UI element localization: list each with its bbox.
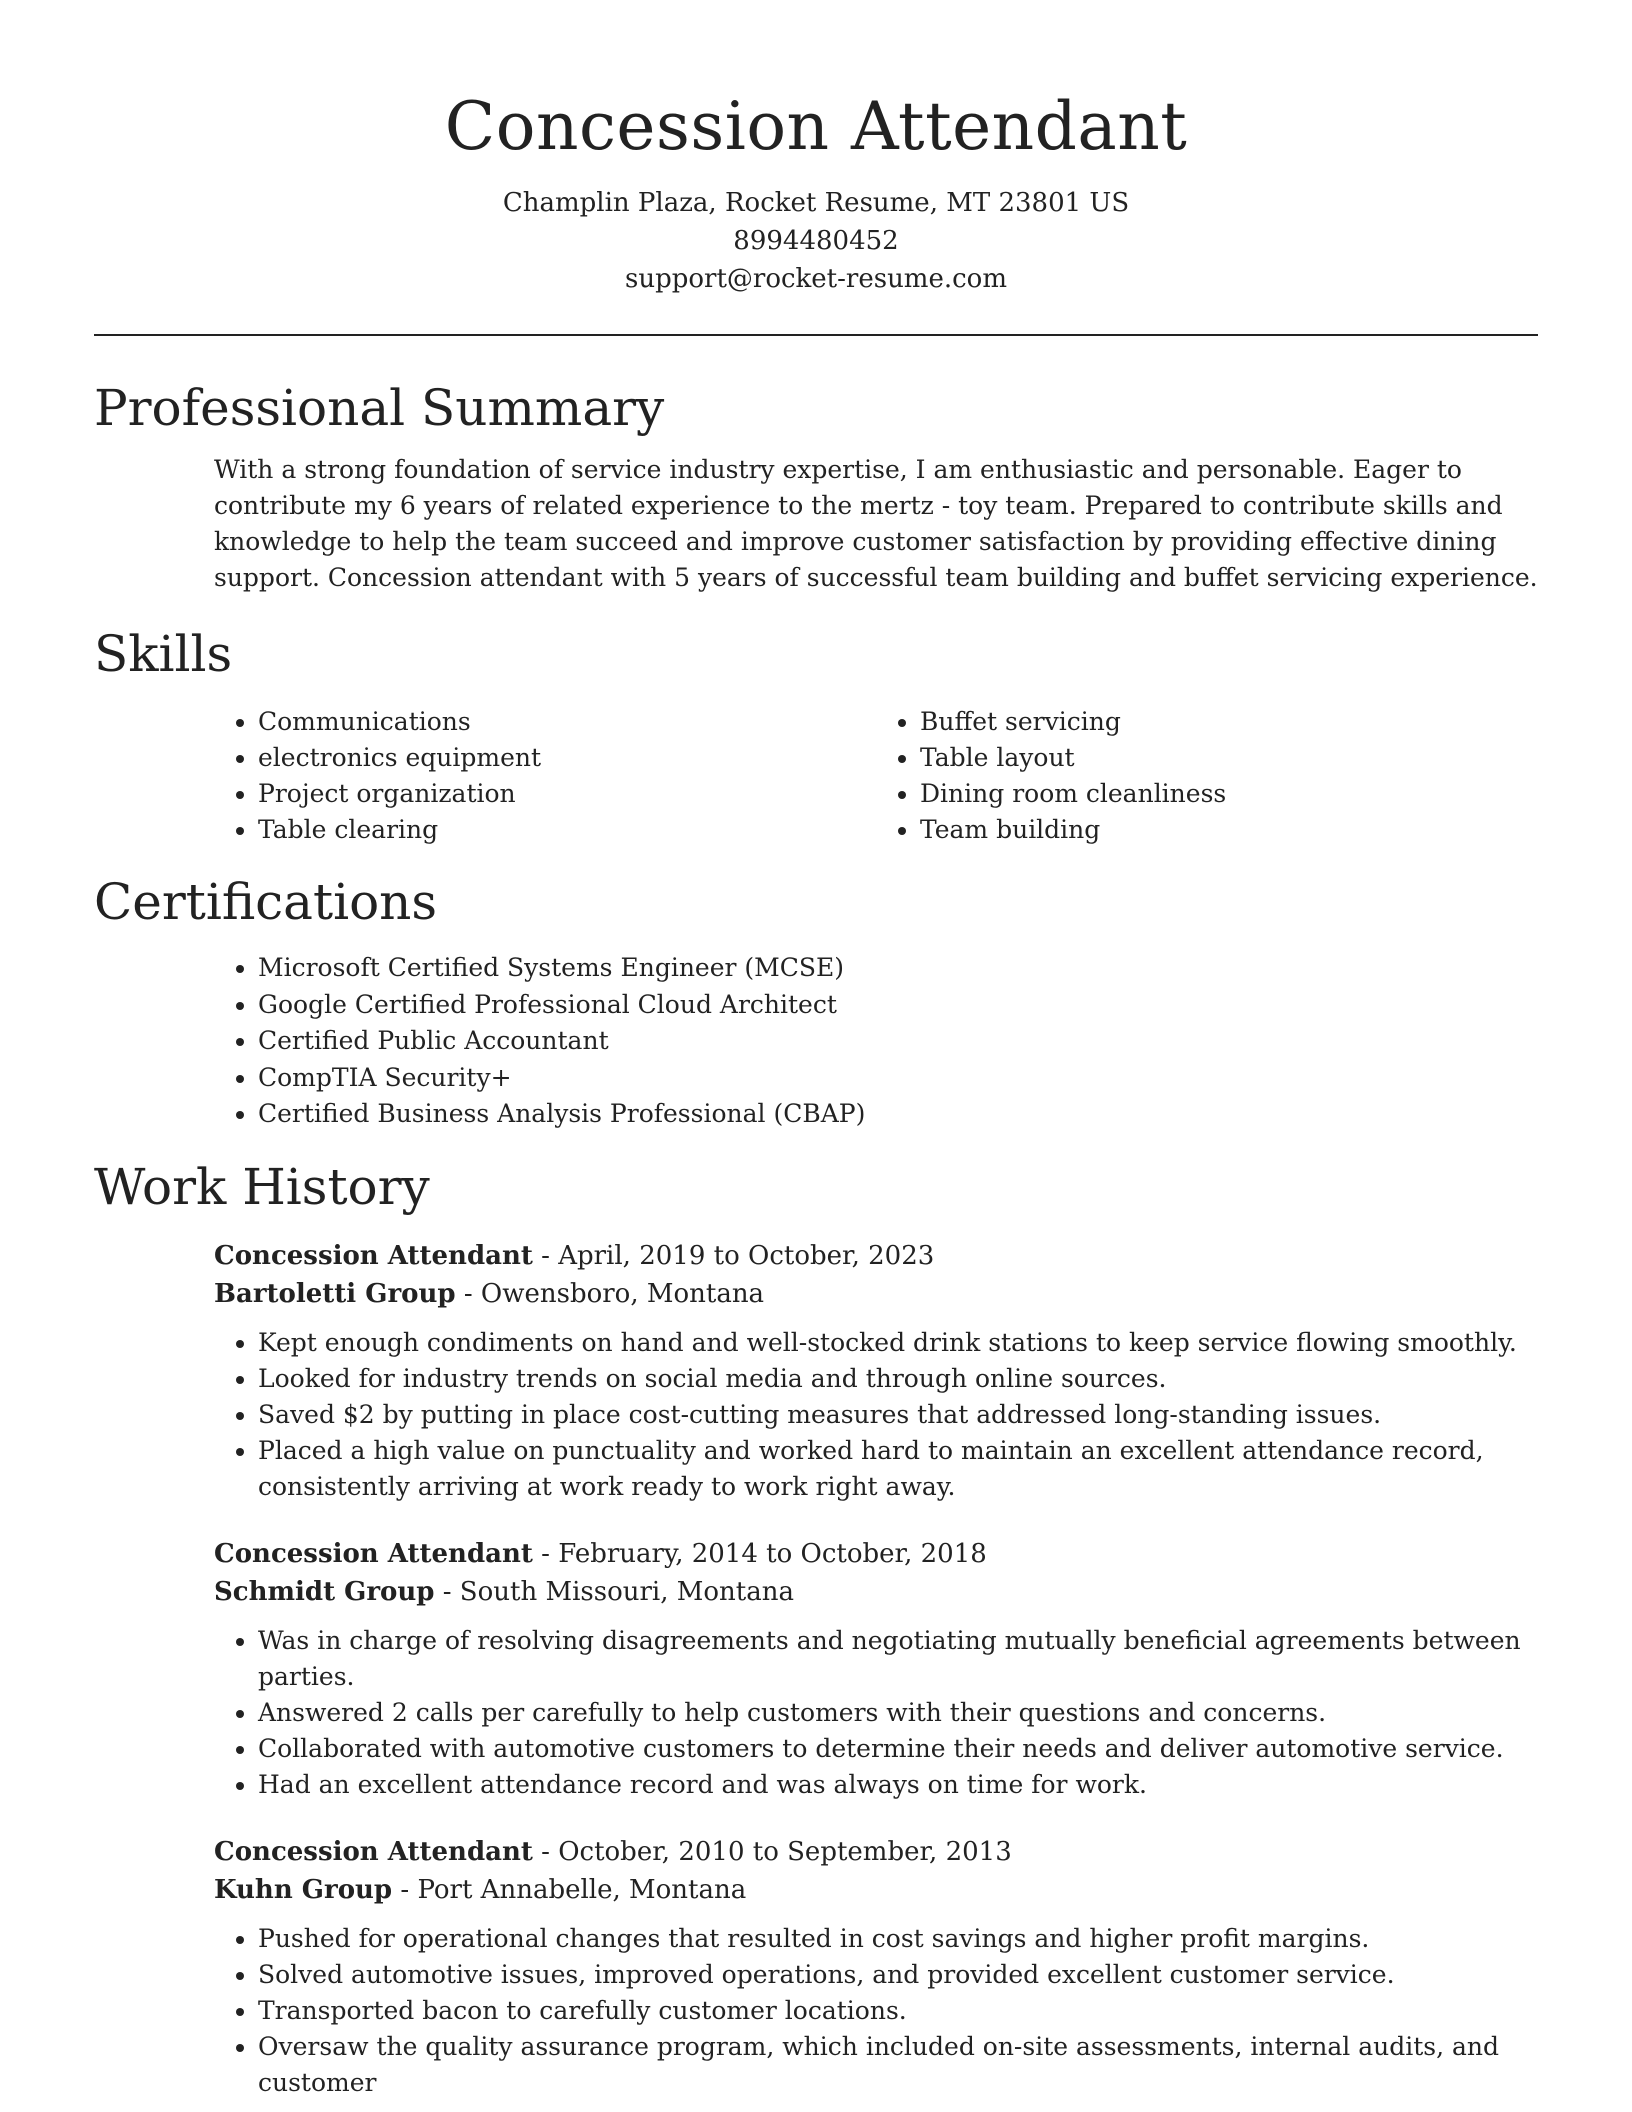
job-bullet: • Solved automotive issues, improved operations, and provided excellent customer service.: [258, 1957, 1538, 1993]
skills-list: [214, 704, 1538, 848]
certification-item: • Microsoft Certified Systems Engineer (MCSE): [258, 950, 1538, 987]
job-bullet: • Answered 2 calls per carefully to help customers with their questions and concerns.: [258, 1695, 1538, 1731]
summary-heading: Professional Summary: [94, 379, 665, 437]
job-company: Kuhn Group: [214, 1874, 393, 1905]
certifications-list: [214, 950, 1538, 1133]
job-bullet: • Collaborated with automotive customers to determine their needs and deliver automotive service.: [258, 1731, 1538, 1767]
job-role: Concession Attendant: [214, 1836, 533, 1867]
skill-item: • Team building: [920, 812, 1538, 848]
job-entry: [214, 1237, 1538, 1505]
job-bullet: • Pushed for operational changes that resulted in cost savings and higher profit margins.: [258, 1921, 1538, 1957]
skill-item: • Communications: [258, 704, 876, 740]
skill-item: • Table layout: [920, 740, 1538, 776]
job-dates: - October, 2010 to September, 2013: [532, 1836, 1012, 1867]
job-title-line: [214, 1535, 1538, 1573]
job-bullet: • Placed a high value on punctuality and worked hard to maintain an excellent attendance record, consistently arriving at work ready to work right away.: [258, 1433, 1538, 1505]
job-company-line: [214, 1275, 1538, 1313]
job-location: - South Missouri, Montana: [434, 1576, 794, 1607]
job-company-line: [214, 1573, 1538, 1611]
contact-email: support@rocket-resume.com: [624, 264, 1007, 294]
job-location: - Port Annabelle, Montana: [392, 1874, 747, 1905]
job-bullet: • Had an excellent attendance record and was always on time for work.: [258, 1767, 1538, 1803]
skills-heading: Skills: [94, 625, 233, 683]
job-company: Bartoletti Group: [214, 1278, 456, 1309]
job-role: Concession Attendant: [214, 1538, 533, 1569]
job-company: Schmidt Group: [214, 1576, 435, 1607]
job-bullet: • Looked for industry trends on social media and through online sources.: [258, 1361, 1538, 1397]
job-bullet: • Oversaw the quality assurance program, which included on-site assessments, internal audits, and customer: [258, 2029, 1538, 2101]
job-bullet: • Transported bacon to carefully customer locations.: [258, 1993, 1538, 2029]
job-bullets: [214, 1623, 1538, 1803]
job-title-line: [214, 1237, 1538, 1275]
certification-item: • CompTIA Security+: [258, 1060, 1538, 1097]
candidate-name: Concession Attendant: [444, 88, 1188, 165]
skill-item: • electronics equipment: [258, 740, 876, 776]
job-title-line: [214, 1833, 1538, 1871]
skill-item: • Dining room cleanliness: [920, 776, 1538, 812]
certifications-heading: Certifications: [94, 873, 438, 931]
job-dates: - April, 2019 to October, 2023: [532, 1240, 935, 1271]
header-divider: [94, 334, 1538, 336]
work-history-heading: Work History: [94, 1157, 430, 1216]
job-bullet: • Kept enough condiments on hand and well-stocked drink stations to keep service flowing smoothly.: [258, 1325, 1538, 1361]
skill-item: • Buffet servicing: [920, 704, 1538, 740]
contact-phone: 8994480452: [733, 226, 899, 256]
job-entry: [214, 1833, 1538, 2101]
skills-column-left: [214, 704, 876, 848]
job-bullets: [214, 1921, 1538, 2101]
job-dates: - February, 2014 to October, 2018: [532, 1538, 987, 1569]
certification-item: • Certified Public Accountant: [258, 1023, 1538, 1060]
job-bullets: [214, 1325, 1538, 1505]
certification-item: • Google Certified Professional Cloud Architect: [258, 987, 1538, 1024]
skill-item: • Project organization: [258, 776, 876, 812]
certification-item: • Certified Business Analysis Professional (CBAP): [258, 1096, 1538, 1133]
job-entry: [214, 1535, 1538, 1803]
contact-address: Champlin Plaza, Rocket Resume, MT 23801 US: [502, 188, 1130, 218]
job-bullet: • Saved $2 by putting in place cost-cutting measures that addressed long-standing issues.: [258, 1397, 1538, 1433]
summary-text: With a strong foundation of service industry expertise, I am enthusiastic and personable. Eager to contribute my 6 years of related experience to the mertz - toy team. Prepared to contribute skills and knowledge to help the team succeed and improve customer satisfaction by providing effective dining support. Concession attendant with 5 years of successful team building and buffet servicing experience.: [214, 455, 1538, 592]
job-role: Concession Attendant: [214, 1240, 533, 1271]
job-company-line: [214, 1871, 1538, 1909]
skill-item: • Table clearing: [258, 812, 876, 848]
job-bullet: • Was in charge of resolving disagreements and negotiating mutually beneficial agreements between parties.: [258, 1623, 1538, 1695]
job-location: - Owensboro, Montana: [455, 1278, 765, 1309]
skills-column-right: [876, 704, 1538, 848]
contact-block: [94, 184, 1538, 298]
